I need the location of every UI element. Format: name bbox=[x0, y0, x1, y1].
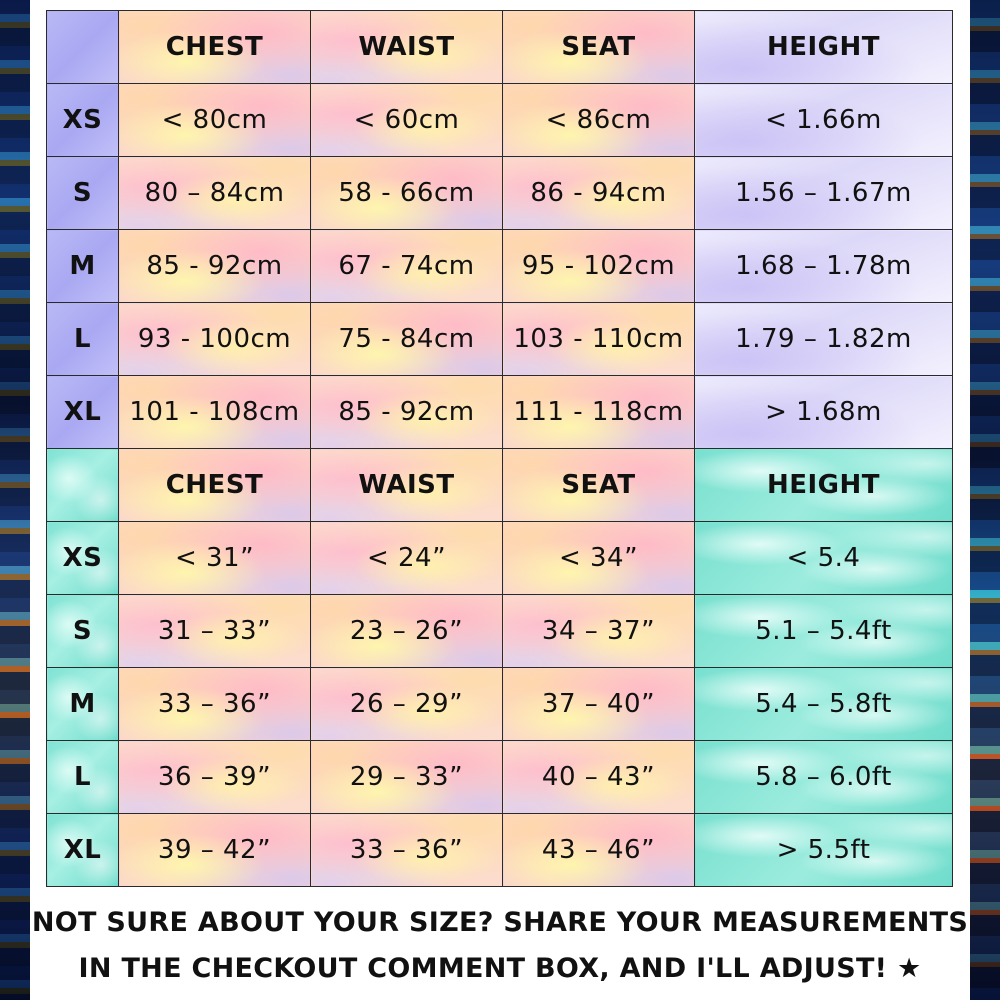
height-value: 1.56 – 1.67m bbox=[695, 157, 953, 230]
chest-value: 39 – 42” bbox=[119, 814, 311, 887]
imperial-row-xs bbox=[47, 522, 953, 595]
height-value: > 1.68m bbox=[695, 376, 953, 449]
imperial-row-xl bbox=[47, 814, 953, 887]
seat-value: 86 - 94cm bbox=[503, 157, 695, 230]
waist-value: 26 – 29” bbox=[311, 668, 503, 741]
height-value: 1.79 – 1.82m bbox=[695, 303, 953, 376]
metric-corner-cell bbox=[47, 11, 119, 84]
height-value: 5.8 – 6.0ft bbox=[695, 741, 953, 814]
chest-value: < 80cm bbox=[119, 84, 311, 157]
height-value: 5.1 – 5.4ft bbox=[695, 595, 953, 668]
imperial-corner-cell bbox=[47, 449, 119, 522]
imperial-row-l bbox=[47, 741, 953, 814]
chest-value: 31 – 33” bbox=[119, 595, 311, 668]
chest-value: 101 - 108cm bbox=[119, 376, 311, 449]
size-chart-card bbox=[30, 0, 970, 1000]
seat-value: 111 - 118cm bbox=[503, 376, 695, 449]
chest-value: 85 - 92cm bbox=[119, 230, 311, 303]
size-label: L bbox=[47, 741, 119, 814]
size-label: XS bbox=[47, 84, 119, 157]
metric-row-xs bbox=[47, 84, 953, 157]
seat-value: < 86cm bbox=[503, 84, 695, 157]
chest-value: 36 – 39” bbox=[119, 741, 311, 814]
waist-value: 58 - 66cm bbox=[311, 157, 503, 230]
waist-value: 33 – 36” bbox=[311, 814, 503, 887]
background-left bbox=[0, 0, 30, 1000]
waist-value: < 24” bbox=[311, 522, 503, 595]
imperial-header-row bbox=[47, 449, 953, 522]
size-note bbox=[30, 900, 970, 992]
size-note-line-1: NOT SURE ABOUT YOUR SIZE? SHARE YOUR MEASUREMENTS bbox=[31, 907, 969, 938]
height-value: 1.68 – 1.78m bbox=[695, 230, 953, 303]
metric-row-m bbox=[47, 230, 953, 303]
imperial-header-chest: CHEST bbox=[119, 449, 311, 522]
metric-header-row bbox=[47, 11, 953, 84]
height-value: < 5.4 bbox=[695, 522, 953, 595]
size-label: XS bbox=[47, 522, 119, 595]
imperial-header-seat: SEAT bbox=[503, 449, 695, 522]
size-label: M bbox=[47, 230, 119, 303]
waist-value: 67 - 74cm bbox=[311, 230, 503, 303]
size-label: M bbox=[47, 668, 119, 741]
size-note-line-2: IN THE CHECKOUT COMMENT BOX, AND I'LL ADJUST! ★ bbox=[78, 953, 922, 984]
imperial-header-waist: WAIST bbox=[311, 449, 503, 522]
metric-row-l bbox=[47, 303, 953, 376]
size-chart-table bbox=[46, 10, 953, 887]
seat-value: 34 – 37” bbox=[503, 595, 695, 668]
waist-value: 29 – 33” bbox=[311, 741, 503, 814]
height-value: 5.4 – 5.8ft bbox=[695, 668, 953, 741]
waist-value: 75 - 84cm bbox=[311, 303, 503, 376]
metric-header-waist: WAIST bbox=[311, 11, 503, 84]
chest-value: 80 – 84cm bbox=[119, 157, 311, 230]
metric-row-s bbox=[47, 157, 953, 230]
chest-value: < 31” bbox=[119, 522, 311, 595]
metric-row-xl bbox=[47, 376, 953, 449]
imperial-row-m bbox=[47, 668, 953, 741]
seat-value: < 34” bbox=[503, 522, 695, 595]
imperial-header-height: HEIGHT bbox=[695, 449, 953, 522]
size-label: XL bbox=[47, 376, 119, 449]
waist-value: < 60cm bbox=[311, 84, 503, 157]
height-value: < 1.66m bbox=[695, 84, 953, 157]
metric-header-height: HEIGHT bbox=[695, 11, 953, 84]
metric-header-chest: CHEST bbox=[119, 11, 311, 84]
seat-value: 37 – 40” bbox=[503, 668, 695, 741]
seat-value: 95 - 102cm bbox=[503, 230, 695, 303]
metric-header-seat: SEAT bbox=[503, 11, 695, 84]
seat-value: 43 – 46” bbox=[503, 814, 695, 887]
waist-value: 23 – 26” bbox=[311, 595, 503, 668]
seat-value: 40 – 43” bbox=[503, 741, 695, 814]
imperial-row-s bbox=[47, 595, 953, 668]
size-label: L bbox=[47, 303, 119, 376]
waist-value: 85 - 92cm bbox=[311, 376, 503, 449]
size-label: S bbox=[47, 157, 119, 230]
seat-value: 103 - 110cm bbox=[503, 303, 695, 376]
chest-value: 33 – 36” bbox=[119, 668, 311, 741]
height-value: > 5.5ft bbox=[695, 814, 953, 887]
background-right bbox=[970, 0, 1000, 1000]
size-label: S bbox=[47, 595, 119, 668]
chest-value: 93 - 100cm bbox=[119, 303, 311, 376]
size-label: XL bbox=[47, 814, 119, 887]
